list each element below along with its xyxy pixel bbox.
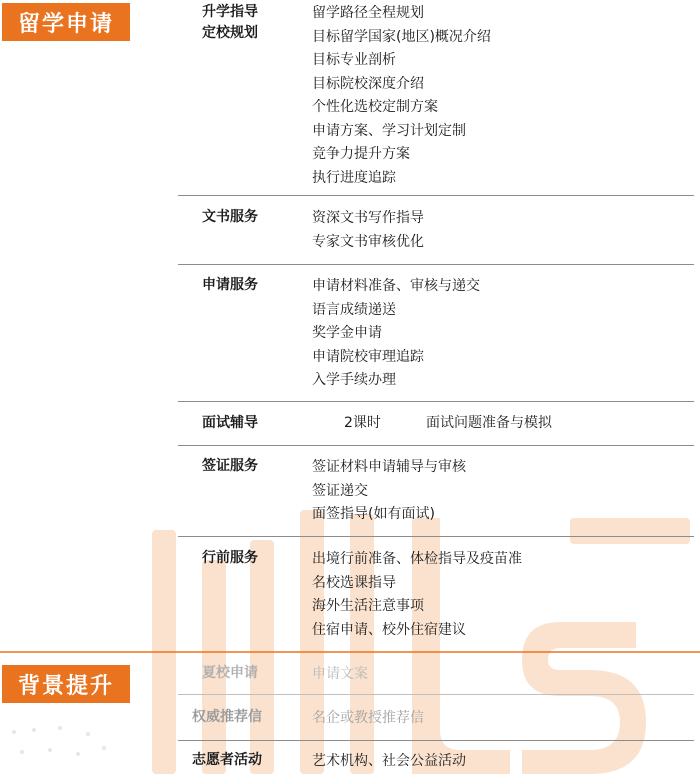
service-items: [312, 707, 424, 731]
service-item: 目标留学国家(地区)概况介绍: [312, 28, 491, 45]
service-item: 签证材料申请辅导与审核: [312, 459, 466, 475]
category-label: 升学指导 定校规划: [202, 4, 258, 41]
service-item: 申请文案: [312, 666, 368, 682]
category-label: 文书服务: [202, 209, 258, 225]
category-label: 签证服务: [202, 458, 258, 474]
service-items: [312, 548, 522, 642]
service-item: 奖学金申请: [312, 325, 382, 341]
service-item: 目标专业剖析: [312, 52, 396, 68]
service-item: 住宿申请、校外住宿建议: [312, 621, 466, 638]
service-item: 面签指导(如有面试): [312, 506, 435, 522]
service-item: 个性化选校定制方案: [312, 99, 438, 115]
faint-dots-decoration: [0, 712, 120, 774]
service-items: [312, 275, 480, 393]
service-item: 申请材料准备、审核与递交: [312, 278, 480, 294]
service-item: 语言成绩递送: [312, 301, 396, 318]
service-item: 申请院校审理追踪: [312, 348, 424, 365]
section-tag-study-abroad: 留学申请: [2, 3, 130, 41]
service-items: [312, 750, 466, 774]
service-item: 目标院校深度介绍: [312, 75, 424, 92]
service-item: 专家文书审核优化: [312, 233, 424, 250]
row-divider: [178, 195, 694, 196]
row-divider: [178, 401, 694, 402]
category-label: 夏校申请: [202, 665, 258, 681]
service-items: [312, 2, 491, 190]
service-item: 留学路径全程规划: [312, 5, 424, 21]
category-label: 面试辅导: [202, 415, 258, 431]
category-label: 行前服务: [202, 550, 258, 566]
section-divider: [0, 651, 700, 653]
service-item: 出境行前准备、体检指导及疫苗准: [312, 551, 522, 567]
service-item: 海外生活注意事项: [312, 598, 424, 614]
service-item: 申请方案、学习计划定制: [312, 122, 466, 139]
service-item: 名校选课指导: [312, 574, 396, 591]
row-divider: [178, 445, 694, 446]
row-divider: [178, 536, 694, 537]
service-item: 执行进度追踪: [312, 169, 396, 186]
category-label: 权威推荐信: [192, 709, 262, 725]
service-items: [312, 663, 368, 687]
service-items: [312, 207, 424, 254]
service-items: [312, 456, 466, 527]
row-divider: [178, 694, 694, 695]
row-divider: [178, 740, 694, 741]
course-hours: 2课时: [344, 415, 381, 431]
service-item: 名企或教授推荐信: [312, 710, 424, 726]
category-label: 申请服务: [202, 277, 258, 293]
service-item: 面试问题准备与模拟: [426, 415, 552, 431]
service-item: 艺术机构、社会公益活动: [312, 753, 466, 769]
service-item: 签证递交: [312, 482, 368, 499]
service-item: 竞争力提升方案: [312, 146, 410, 162]
category-label: 志愿者活动: [192, 752, 262, 768]
row-divider: [178, 264, 694, 265]
service-item: 资深文书写作指导: [312, 210, 424, 226]
service-item: 入学手续办理: [312, 372, 396, 388]
section-tag-background: 背景提升: [2, 665, 130, 703]
